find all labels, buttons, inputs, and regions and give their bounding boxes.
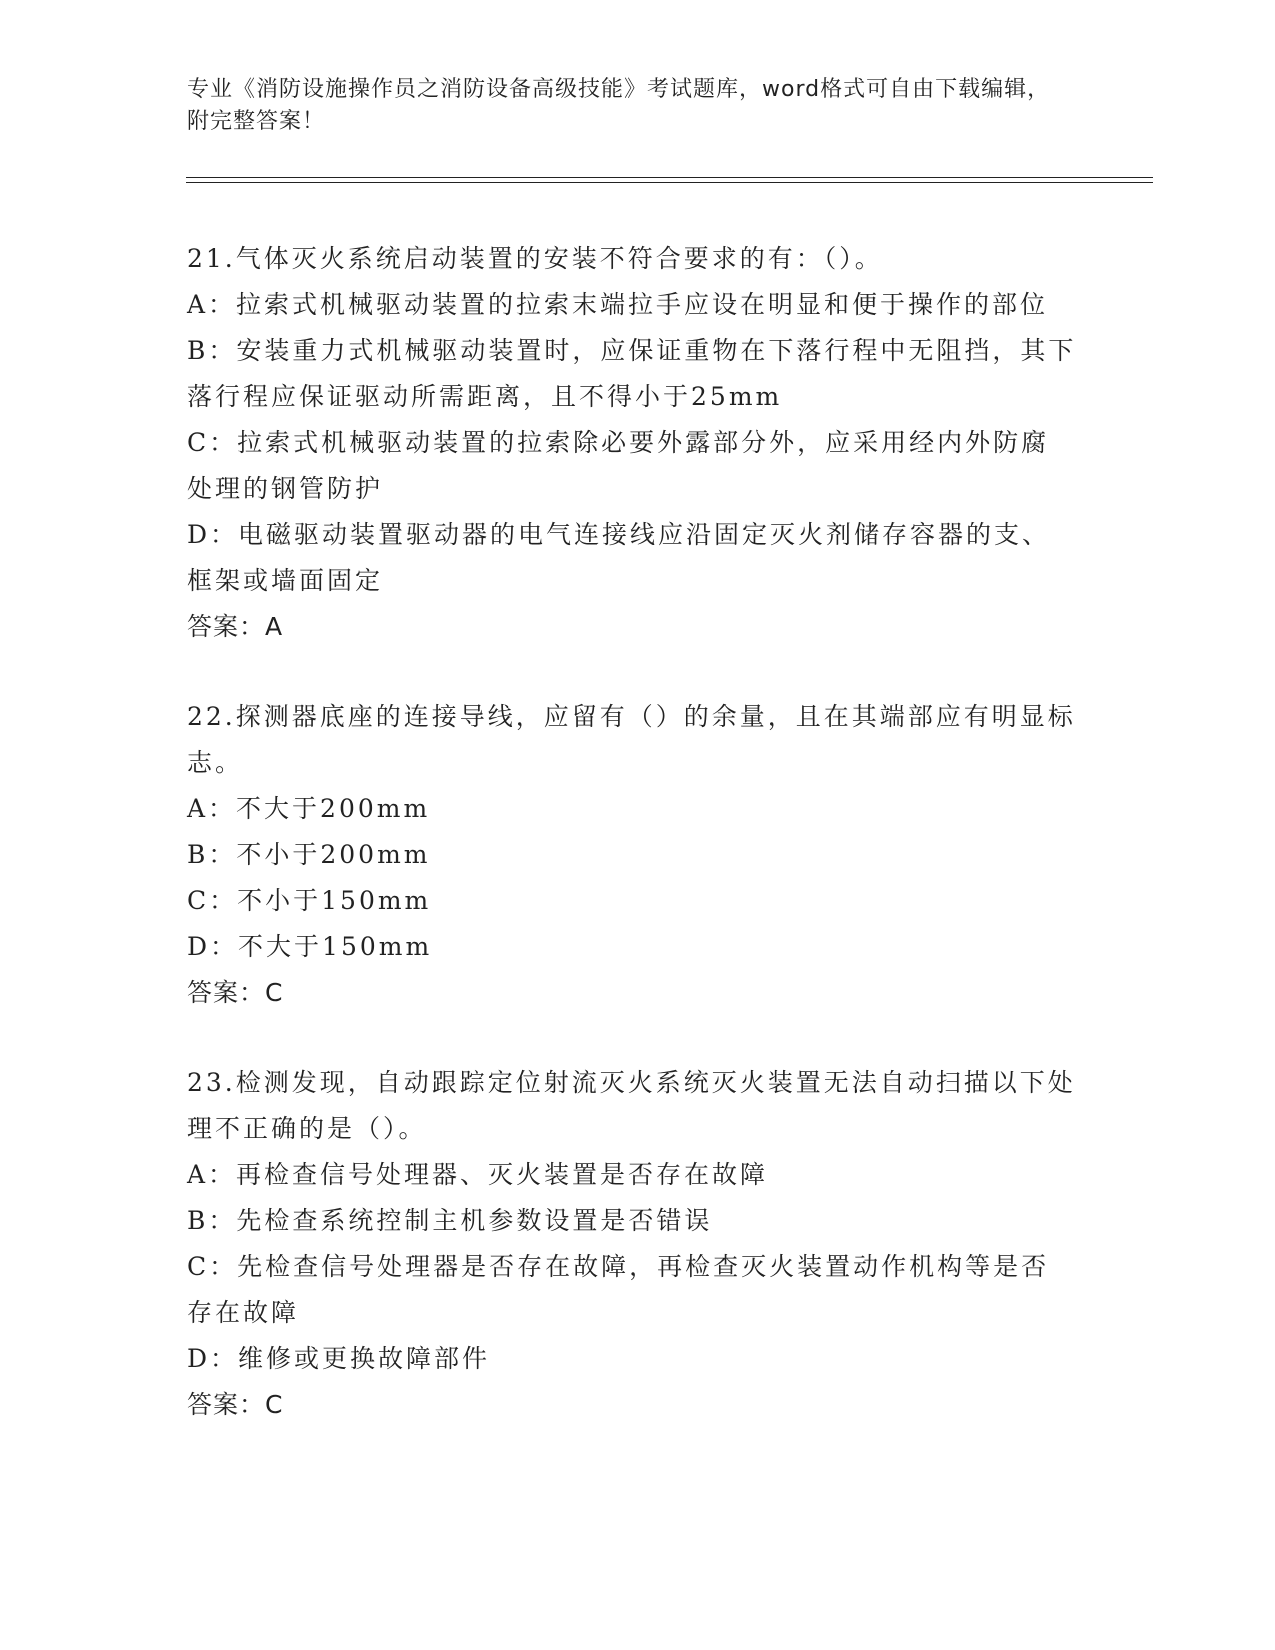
option-b: B：先检查系统控制主机参数设置是否错误	[187, 1206, 713, 1235]
question-list	[187, 236, 1077, 1472]
question-23	[187, 1060, 1077, 1428]
option-d: D：维修或更换故障部件	[187, 1344, 491, 1373]
answer: 答案：C	[187, 978, 284, 1007]
option-c: C：不小于150mm	[187, 886, 432, 915]
question-21	[187, 236, 1077, 650]
question-stem: 23.检测发现，自动跟踪定位射流灭火系统灭火装置无法自动扫描以下处理不正确的是（）。	[187, 1068, 1076, 1143]
option-a: A：拉索式机械驱动装置的拉索末端拉手应设在明显和便于操作的部位	[187, 290, 1049, 319]
question-stem: 21.气体灭火系统启动装置的安装不符合要求的有：（）。	[187, 244, 883, 273]
option-a: A：不大于200mm	[187, 794, 431, 823]
option-a: A：再检查信号处理器、灭火装置是否存在故障	[187, 1160, 769, 1189]
option-c: C：拉索式机械驱动装置的拉索除必要外露部分外，应采用经内外防腐处理的钢管防护	[187, 428, 1050, 503]
answer: 答案：A	[187, 612, 284, 641]
header-rule-bottom	[186, 182, 1153, 183]
question-stem: 22.探测器底座的连接导线，应留有（）的余量，且在其端部应有明显标志。	[187, 702, 1076, 777]
option-b: B：安装重力式机械驱动装置时，应保证重物在下落行程中无阻挡，其下落行程应保证驱动所需距离，且不得小于25mm	[187, 336, 1077, 411]
question-22	[187, 694, 1077, 1016]
header-rule-top	[186, 177, 1153, 178]
option-d: D：不大于150mm	[187, 932, 433, 961]
option-c: C：先检查信号处理器是否存在故障，再检查灭火装置动作机构等是否存在故障	[187, 1252, 1050, 1327]
option-b: B：不小于200mm	[187, 840, 431, 869]
option-d: D：电磁驱动装置驱动器的电气连接线应沿固定灭火剂储存容器的支、框架或墙面固定	[187, 520, 1051, 595]
answer: 答案：C	[187, 1390, 284, 1419]
page-header: 专业《消防设施操作员之消防设备高级技能》考试题库，word格式可自由下载编辑，附完整答案！	[187, 77, 1051, 134]
